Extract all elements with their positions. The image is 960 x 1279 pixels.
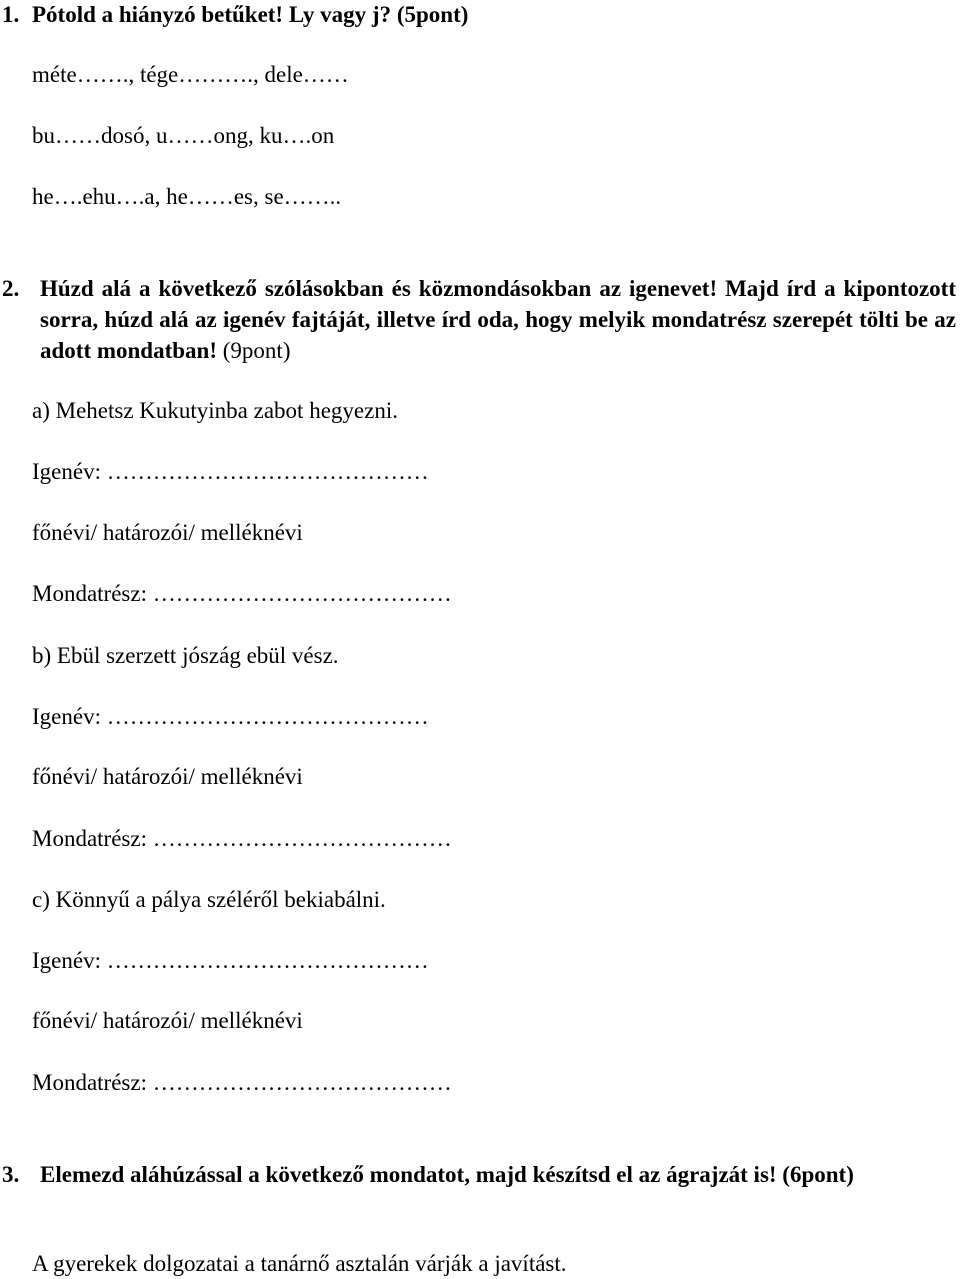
task2-instruction (40, 273, 956, 366)
task1-row-3: he….ehu….a, he……es, se…….. (32, 184, 342, 209)
task2-item-a-igenev: Igenév: …………………………………… (32, 459, 429, 484)
task2-item-b-sentence: b) Ebül szerzett jószág ebül vész. (32, 643, 339, 668)
task2-item-b-types: főnévi/ határozói/ melléknévi (32, 764, 303, 789)
task2-instruction-bold: Húzd alá a következő szólásokban és közmondásokban az igenevet! Majd írd a kipontozott sorra, húzd alá az igenév fajtáját, illetve írd oda, hogy melyik mondatrész szerepét tölti be az adott mondatban! (40, 276, 956, 363)
task3-instruction: Elemezd aláhúzással a következő mondatot, majd készítsd el az ágrajzát is! (6pont) (40, 1162, 854, 1187)
task3-sentence: A gyerekek dolgozatai a tanárnő asztalán várják a javítást. (32, 1251, 567, 1276)
task3-number: 3. (2, 1162, 20, 1187)
task2-points: (9pont) (217, 338, 291, 363)
task2-item-a-sentence: a) Mehetsz Kukutyinba zabot hegyezni. (32, 398, 398, 423)
task2-item-c-types: főnévi/ határozói/ melléknévi (32, 1008, 303, 1033)
task2-item-c-sentence: c) Könnyű a pálya széléről bekiabálni. (32, 887, 386, 912)
task2-item-b-mondatresz: Mondatrész: ………………………………… (32, 826, 452, 851)
task2-item-c-mondatresz: Mondatrész: ………………………………… (32, 1070, 452, 1095)
task2-item-b-igenev: Igenév: …………………………………… (32, 704, 429, 729)
task2-item-a-types: főnévi/ határozói/ melléknévi (32, 520, 303, 545)
task1-title: Pótold a hiányzó betűket! Ly vagy j? (5pont) (32, 2, 469, 27)
task1-row-1: méte……., tége………., dele…… (32, 62, 349, 87)
task2-number: 2. (2, 276, 20, 301)
task1-number: 1. (2, 2, 20, 27)
task2-item-c-igenev: Igenév: …………………………………… (32, 948, 429, 973)
task2-item-a-mondatresz: Mondatrész: ………………………………… (32, 581, 452, 606)
task1-row-2: bu……dosó, u……ong, ku….on (32, 123, 335, 148)
